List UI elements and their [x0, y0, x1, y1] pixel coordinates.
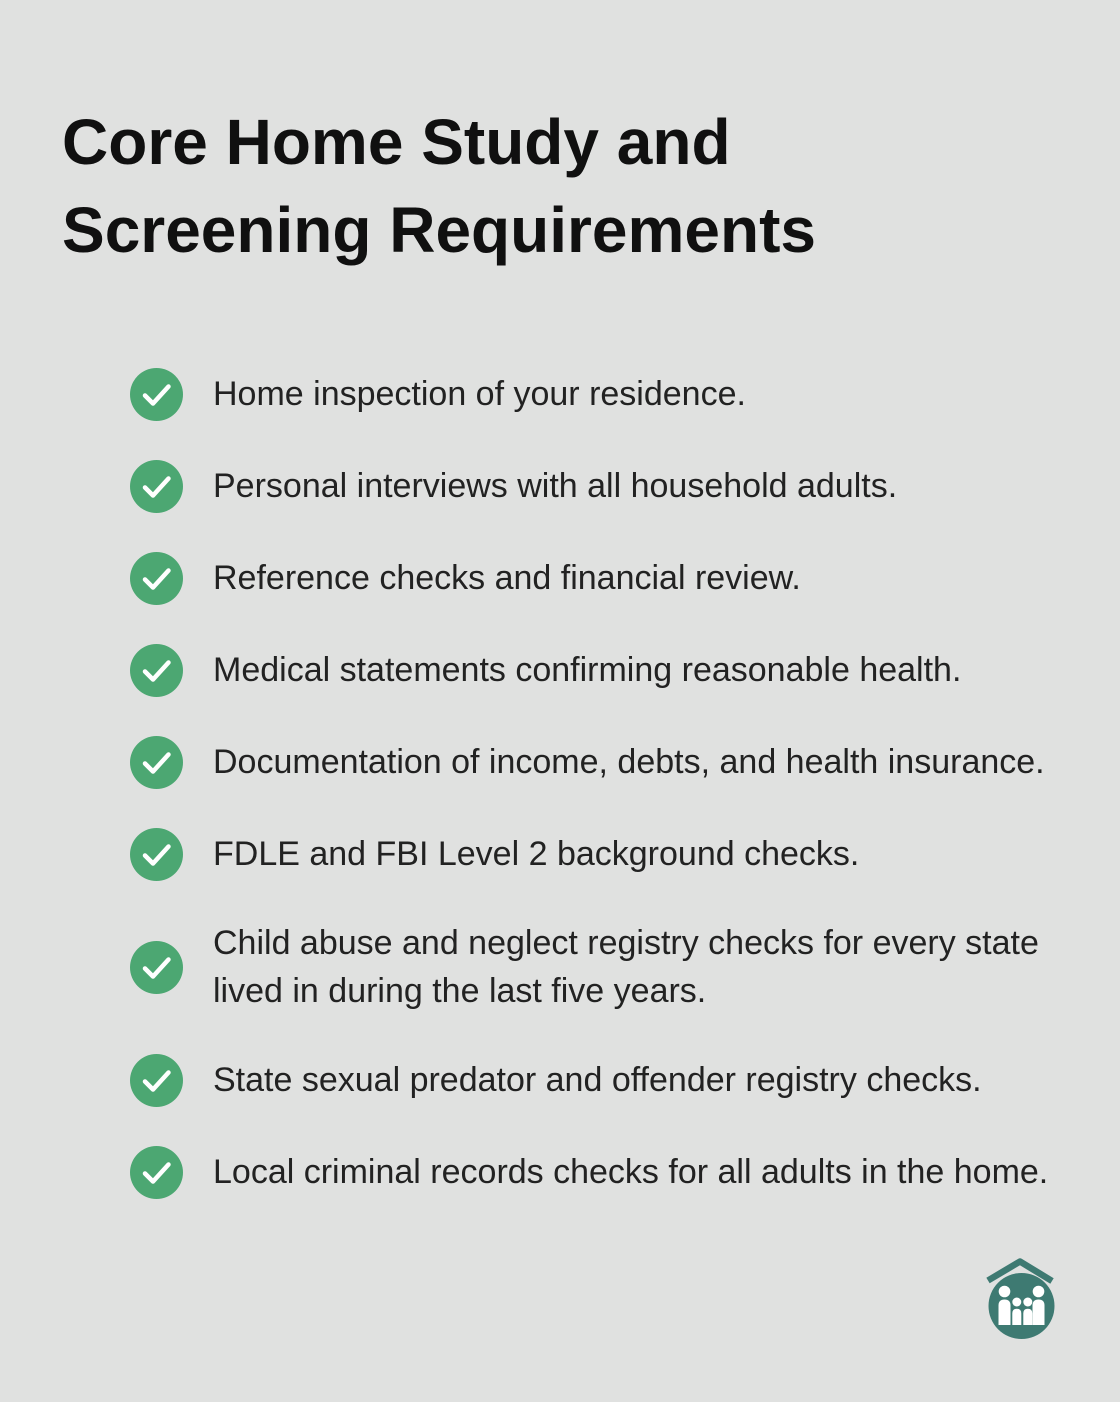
checklist-item — [130, 1146, 1065, 1199]
requirements-checklist — [130, 368, 1065, 1199]
checklist-item — [130, 736, 1065, 789]
checklist-item — [130, 552, 1065, 605]
check-circle-icon — [130, 941, 183, 994]
logo-circle — [989, 1273, 1055, 1339]
checklist-item-text: Child abuse and neglect registry checks for every state lived in during the last five years. — [213, 924, 1039, 1010]
checklist-item — [130, 828, 1065, 881]
check-circle-icon — [130, 1054, 183, 1107]
checklist-item-text: Local criminal records checks for all adults in the home. — [213, 1152, 1049, 1191]
check-circle-icon — [130, 736, 183, 789]
checklist-item-text: FDLE and FBI Level 2 background checks. — [213, 834, 860, 873]
checklist-item — [130, 460, 1065, 513]
page-title: Core Home Study and Screening Requirements — [62, 106, 816, 266]
checklist-item-text: Reference checks and financial review. — [213, 558, 801, 597]
checklist-item-text: Home inspection of your residence. — [213, 374, 746, 413]
check-circle-icon — [130, 460, 183, 513]
check-circle-icon — [130, 828, 183, 881]
checklist-item-text: Medical statements confirming reasonable health. — [213, 650, 962, 689]
family-home-logo — [983, 1256, 1057, 1342]
checklist-item — [130, 644, 1065, 697]
checklist-item — [130, 920, 1065, 1015]
check-circle-icon — [130, 644, 183, 697]
check-circle-icon — [130, 1146, 183, 1199]
checklist-item-text: State sexual predator and offender registry checks. — [213, 1060, 982, 1099]
checklist-item-text: Personal interviews with all household adults. — [213, 466, 898, 505]
check-circle-icon — [130, 552, 183, 605]
check-circle-icon — [130, 368, 183, 421]
checklist-item-text: Documentation of income, debts, and health insurance. — [213, 742, 1045, 781]
checklist-item — [130, 1054, 1065, 1107]
checklist-item — [130, 368, 1065, 421]
